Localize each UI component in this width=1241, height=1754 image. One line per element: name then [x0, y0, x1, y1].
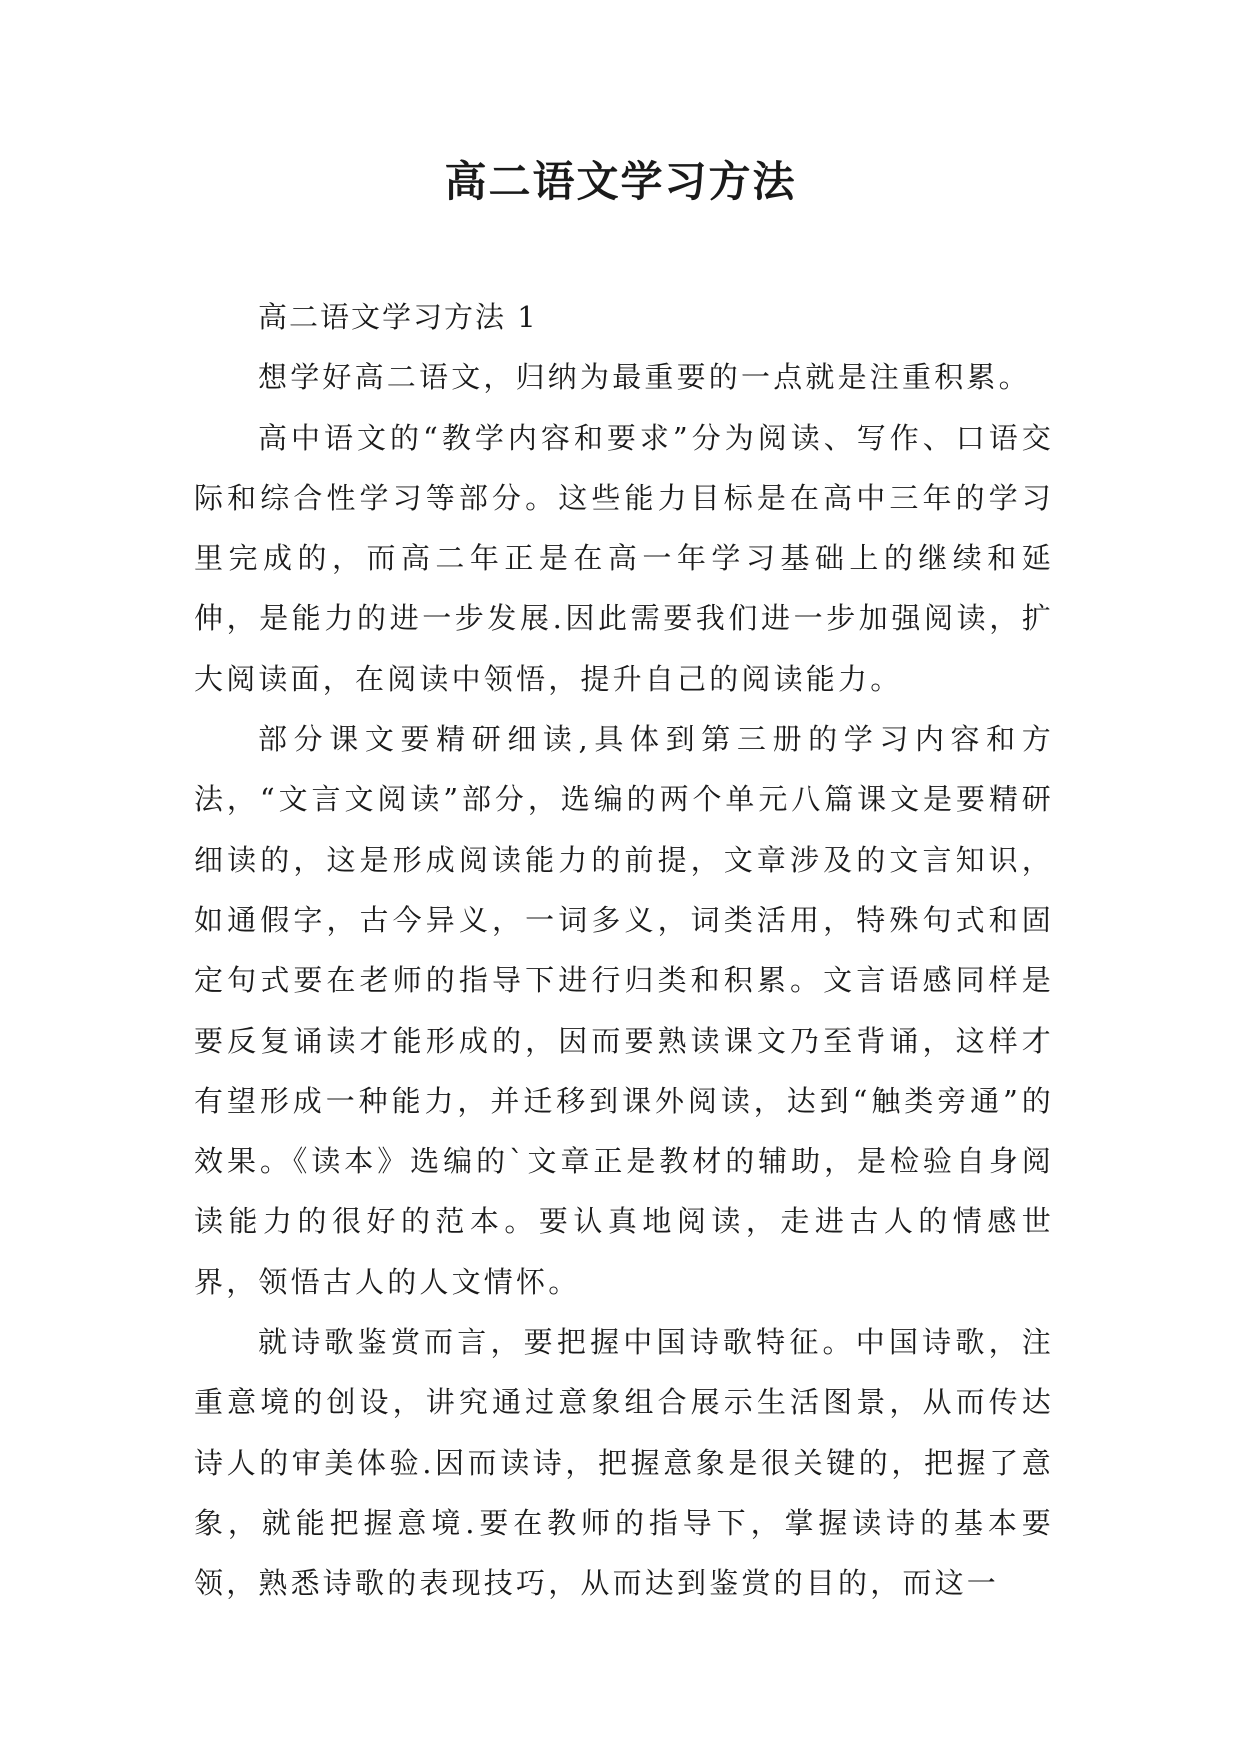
document-body: [194, 287, 1054, 1614]
section-heading: 高二语文学习方法 1: [258, 300, 538, 334]
paragraph-classical-chinese: 部分课文要精研细读,具体到第三册的学习内容和方法，“文言文阅读”部分，选编的两个单元八篇课文是要精研细读的，这是形成阅读能力的前提，文章涉及的文言知识，如通假字，古今异义，一词多义，词类活用，特殊句式和固定句式要在老师的指导下进行归类和积累。文言语感同样是要反复诵读才能形成的，因而要熟读课文乃至背诵，这样才有望形成一种能力，并迁移到课外阅读，达到“触类旁通”的效果。《读本》选编的`文章正是教材的辅助，是检验自身阅读能力的很好的范本。要认真地阅读，走进古人的情感世界，领悟古人的人文情怀。: [194, 722, 1054, 1299]
document-title: 高二语文学习方法: [444, 157, 797, 206]
paragraph-reading-goals: 高中语文的“教学内容和要求”分为阅读、写作、口语交际和综合性学习等部分。这些能力目标是在高中三年的学习里完成的，而高二年正是在高一年学习基础上的继续和延伸，是能力的进一步发展.因此需要我们进一步加强阅读，扩大阅读面，在阅读中领悟，提升自己的阅读能力。: [194, 420, 1054, 696]
paragraph-poetry-appreciation: 就诗歌鉴赏而言，要把握中国诗歌特征。中国诗歌，注重意境的创设，讲究通过意象组合展示生活图景，从而传达诗人的审美体验.因而读诗，把握意象是很关键的，把握了意象，就能把握意境.要在教师的指导下，掌握读诗的基本要领，熟悉诗歌的表现技巧，从而达到鉴赏的目的，而这一: [194, 1325, 1054, 1601]
paragraph-intro: 想学好高二语文，归纳为最重要的一点就是注重积累。: [258, 360, 1031, 395]
